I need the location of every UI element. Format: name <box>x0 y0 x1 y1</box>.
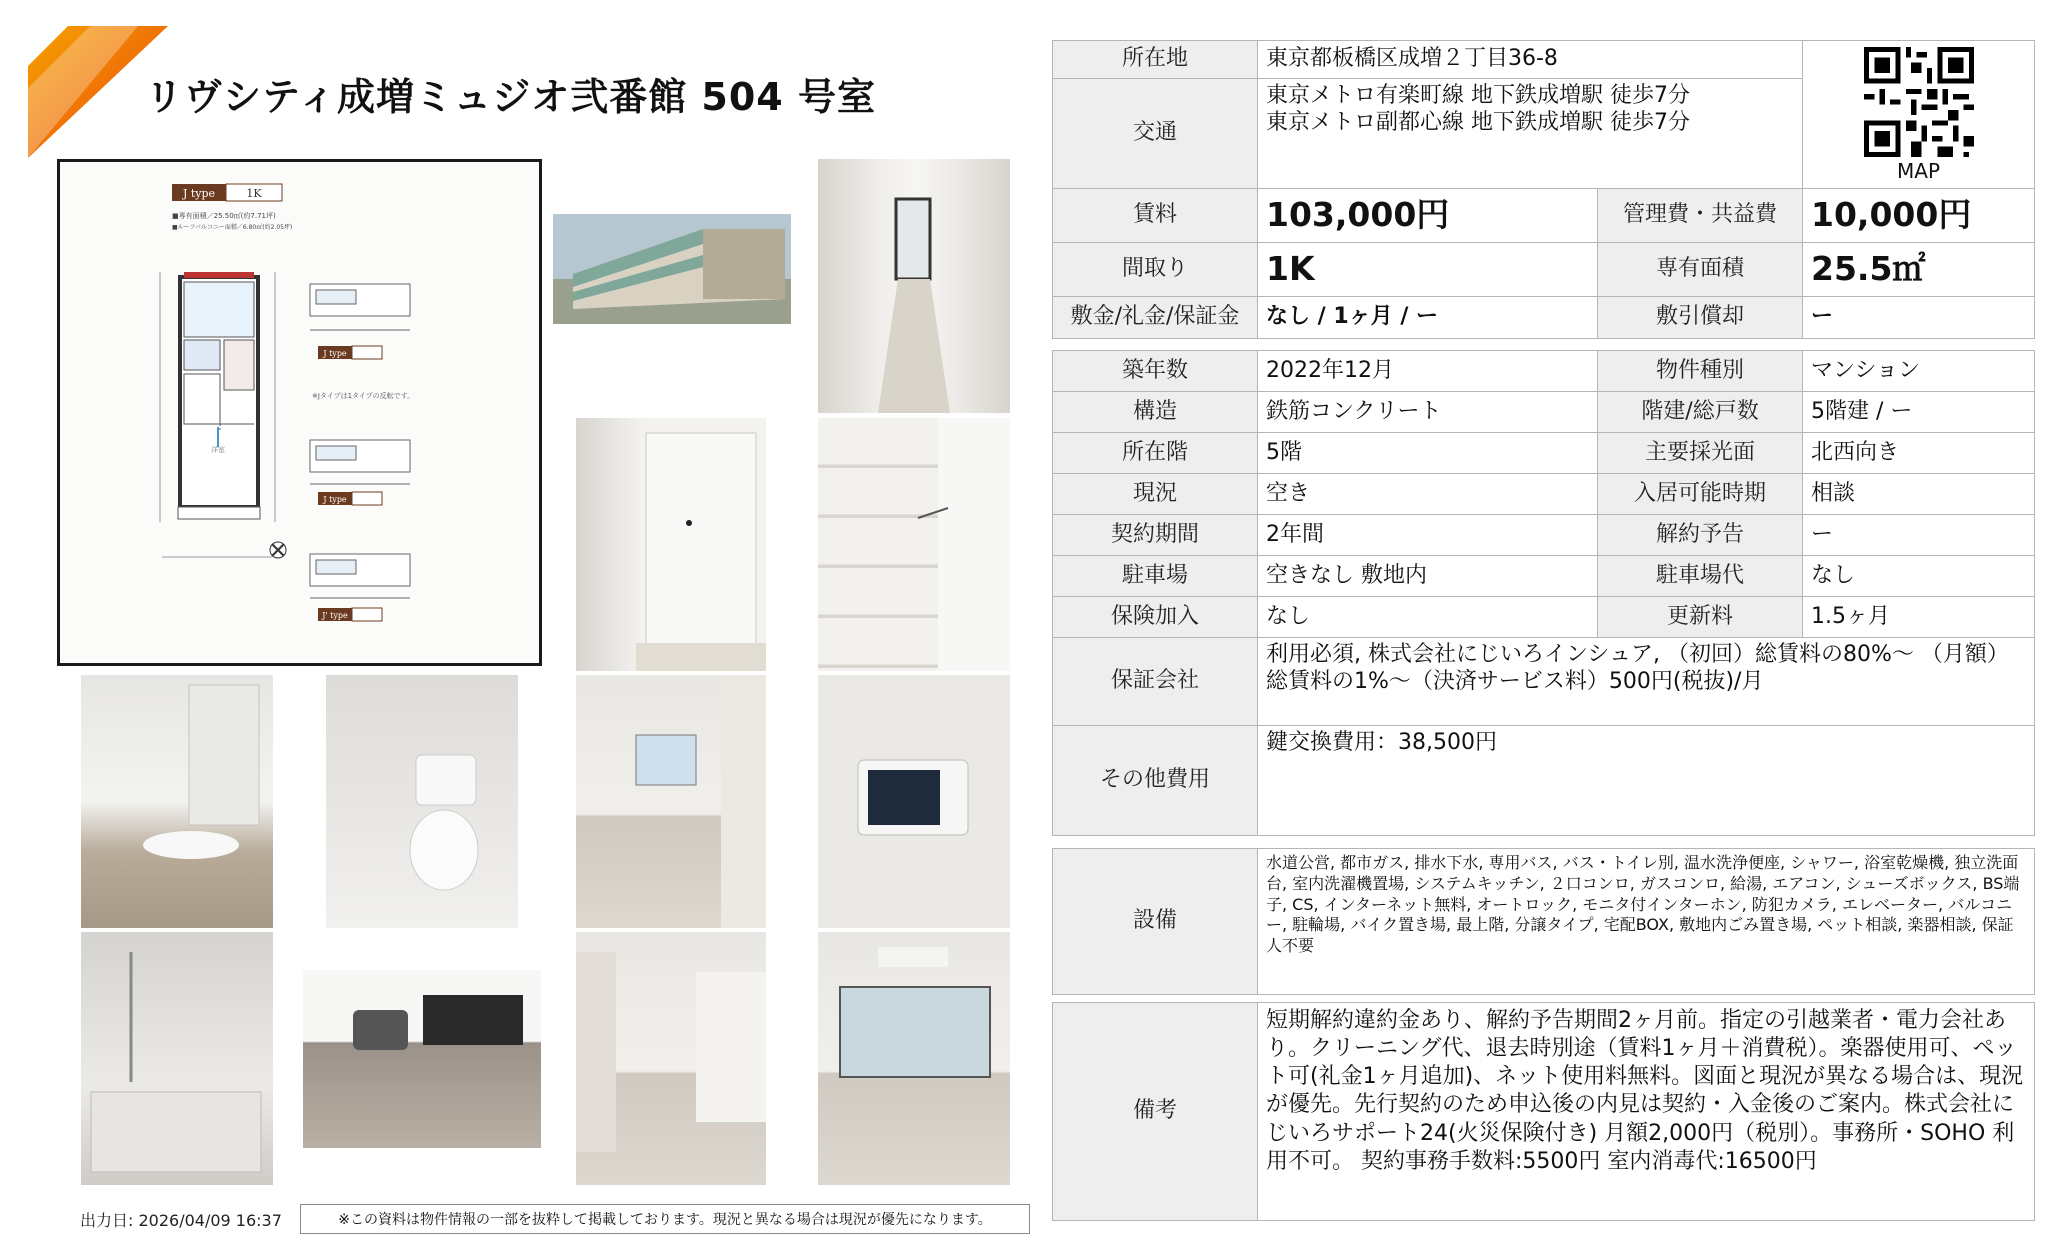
balcony-note: ■ルーフバルコニー面積／6.80㎡(約2.05坪) <box>172 224 293 231</box>
transport-line-2: 東京メトロ副都心線 地下鉄成増駅 徒歩7分 <box>1266 109 1690 135</box>
status-label: 現況 <box>1053 474 1258 515</box>
rent-value: 103,000円 <box>1258 189 1598 243</box>
disclaimer-notice: ※この資料は物件情報の一部を抜粋して掲載しております。現況と異なる場合は現況が優先になります。 <box>300 1204 1030 1234</box>
toilet-photo <box>326 675 518 928</box>
area-value: 25.5㎡ <box>1803 243 2035 297</box>
status-value: 空き <box>1258 474 1598 515</box>
remarks-table <box>1052 1002 2035 1221</box>
address-value: 東京都板橋区成増２丁目36-8 <box>1258 41 1803 79</box>
shoe-shelf-photo <box>818 418 1010 671</box>
other-cost-label: その他費用 <box>1053 726 1258 836</box>
guarantor-value: 利用必須, 株式会社にじいろインシュア, （初回）総賃料の80%〜 （月額）総賃料の1%〜（決済サービス料）500円(税抜)/月 <box>1258 638 2035 726</box>
fee-value: 10,000円 <box>1803 189 2035 243</box>
equipment-value: 水道公営, 都市ガス, 排水下水, 専用バス, バス・トイレ別, 温水洗浄便座, シャワー, 浴室乾燥機, 独立洗面台, 室内洗濯機置場, システムキッチン, ２口コンロ, ガスコンロ, 給湯, エアコン, シューズボックス, BS端子, CS, インターネット無料, オートロック, モニタ付インターホン, 防犯カメラ, エレベーター, バルコニー, 駐輪場, バイク置き場, 最上階, 分譲タイプ, 宅配BOX, 敷地内ごみ置き場, ペット相談, 楽器相談, 保証人不要 <box>1258 849 2035 995</box>
movein-label: 入居可能時期 <box>1598 474 1803 515</box>
output-date: 出力日: 2026/04/09 16:37 <box>80 1211 282 1230</box>
area-label: 専有面積 <box>1598 243 1803 297</box>
kind-value: マンション <box>1803 351 2035 392</box>
guarantor-label: 保証会社 <box>1053 638 1258 726</box>
mirror-note: ※Jタイプは1タイプの反転です。 <box>312 392 415 400</box>
bathroom-photo <box>81 932 273 1185</box>
room-photo-1 <box>576 675 766 928</box>
address-label: 所在地 <box>1053 41 1258 79</box>
remarks-value: 短期解約違約金あり、解約予告期間2ヶ月前。指定の引越業者・電力会社あり。クリーニング代、退去時別途（賃料1ヶ月＋消費税）。楽器使用可、ペット可(礼金1ヶ月追加)、ネット使用料無料。図面と現況が異なる場合は、現況が優先。先行契約のため申込後の内見は契約・入金後のご案内。株式会社にじいろサポート24(火災保険付き) 月額2,000円（税別）。事務所・SOHO 利用不可。 契約事務手数料:5500円 室内消毒代:16500円 <box>1258 1003 2035 1221</box>
amort-label: 敷引償却 <box>1598 297 1803 339</box>
layout-label: 間取り <box>1053 243 1258 297</box>
built-label: 築年数 <box>1053 351 1258 392</box>
intercom-monitor-photo <box>818 675 1010 928</box>
transport-line-1: 東京メトロ有楽町線 地下鉄成増駅 徒歩7分 <box>1266 83 1690 108</box>
layout-badge: 1K <box>246 187 262 200</box>
structure-label: 構造 <box>1053 392 1258 433</box>
area-note: ■専有面積／25.50㎡(約7.71坪) <box>172 212 276 220</box>
notice-label: 解約予告 <box>1598 515 1803 556</box>
transport-label: 交通 <box>1053 79 1258 189</box>
kitchen-photo <box>303 970 541 1148</box>
room-photo-2 <box>576 932 766 1185</box>
entrance-door-photo <box>576 418 766 671</box>
remarks-label: 備考 <box>1053 1003 1258 1221</box>
deposit-value: なし / 1ヶ月 / ー <box>1258 297 1598 339</box>
floors-value: 5階建 / ー <box>1803 392 2035 433</box>
renewal-label: 更新料 <box>1598 597 1803 638</box>
corridor-photo <box>818 159 1010 413</box>
equipment-table <box>1052 848 2035 995</box>
qr-code-icon[interactable] <box>1864 47 1974 157</box>
exterior-photo <box>553 159 791 409</box>
term-label: 契約期間 <box>1053 515 1258 556</box>
variant-label-3: J' type <box>322 611 348 620</box>
room-label: 洋室 <box>211 446 225 454</box>
structure-value: 鉄筋コンクリート <box>1258 392 1598 433</box>
equipment-label: 設備 <box>1053 849 1258 995</box>
parking-value: 空きなし 敷地内 <box>1258 556 1598 597</box>
parking-fee-value: なし <box>1803 556 2035 597</box>
light-label: 主要採光面 <box>1598 433 1803 474</box>
built-value: 2022年12月 <box>1258 351 1598 392</box>
north-icon <box>270 542 286 558</box>
floor-plan-drawing <box>60 162 539 663</box>
fee-label: 管理費・共益費 <box>1598 189 1803 243</box>
deposit-label: 敷金/礼金/保証金 <box>1053 297 1258 339</box>
floor-plan <box>57 159 542 666</box>
other-cost-value: 鍵交換費用：38,500円 <box>1258 726 2035 836</box>
kind-label: 物件種別 <box>1598 351 1803 392</box>
amort-value: ー <box>1803 297 2035 339</box>
rent-table <box>1052 40 2035 339</box>
room-photo-3 <box>818 932 1010 1185</box>
insurance-label: 保険加入 <box>1053 597 1258 638</box>
type-badge: J type <box>182 187 216 200</box>
light-value: 北西向き <box>1803 433 2035 474</box>
detail-table <box>1052 350 2035 836</box>
parking-fee-label: 駐車場代 <box>1598 556 1803 597</box>
map-label[interactable]: MAP <box>1897 159 1940 183</box>
washbasin-photo <box>81 675 273 928</box>
map-qr-cell[interactable] <box>1803 41 2035 189</box>
floor-value: 5階 <box>1258 433 1598 474</box>
term-value: 2年間 <box>1258 515 1598 556</box>
floors-label: 階建/総戸数 <box>1598 392 1803 433</box>
notice-value: ー <box>1803 515 2035 556</box>
variant-label-1: J type <box>323 349 347 358</box>
layout-value: 1K <box>1258 243 1598 297</box>
transport-value <box>1258 79 1803 189</box>
exterior-photo-frame <box>553 159 791 409</box>
page-title: リヴシティ成増ミュジオ弐番館 504 号室 <box>145 75 876 119</box>
movein-value: 相談 <box>1803 474 2035 515</box>
variant-label-2: J type <box>323 495 347 504</box>
floor-label: 所在階 <box>1053 433 1258 474</box>
rent-label: 賃料 <box>1053 189 1258 243</box>
renewal-value: 1.5ヶ月 <box>1803 597 2035 638</box>
insurance-value: なし <box>1258 597 1598 638</box>
parking-label: 駐車場 <box>1053 556 1258 597</box>
